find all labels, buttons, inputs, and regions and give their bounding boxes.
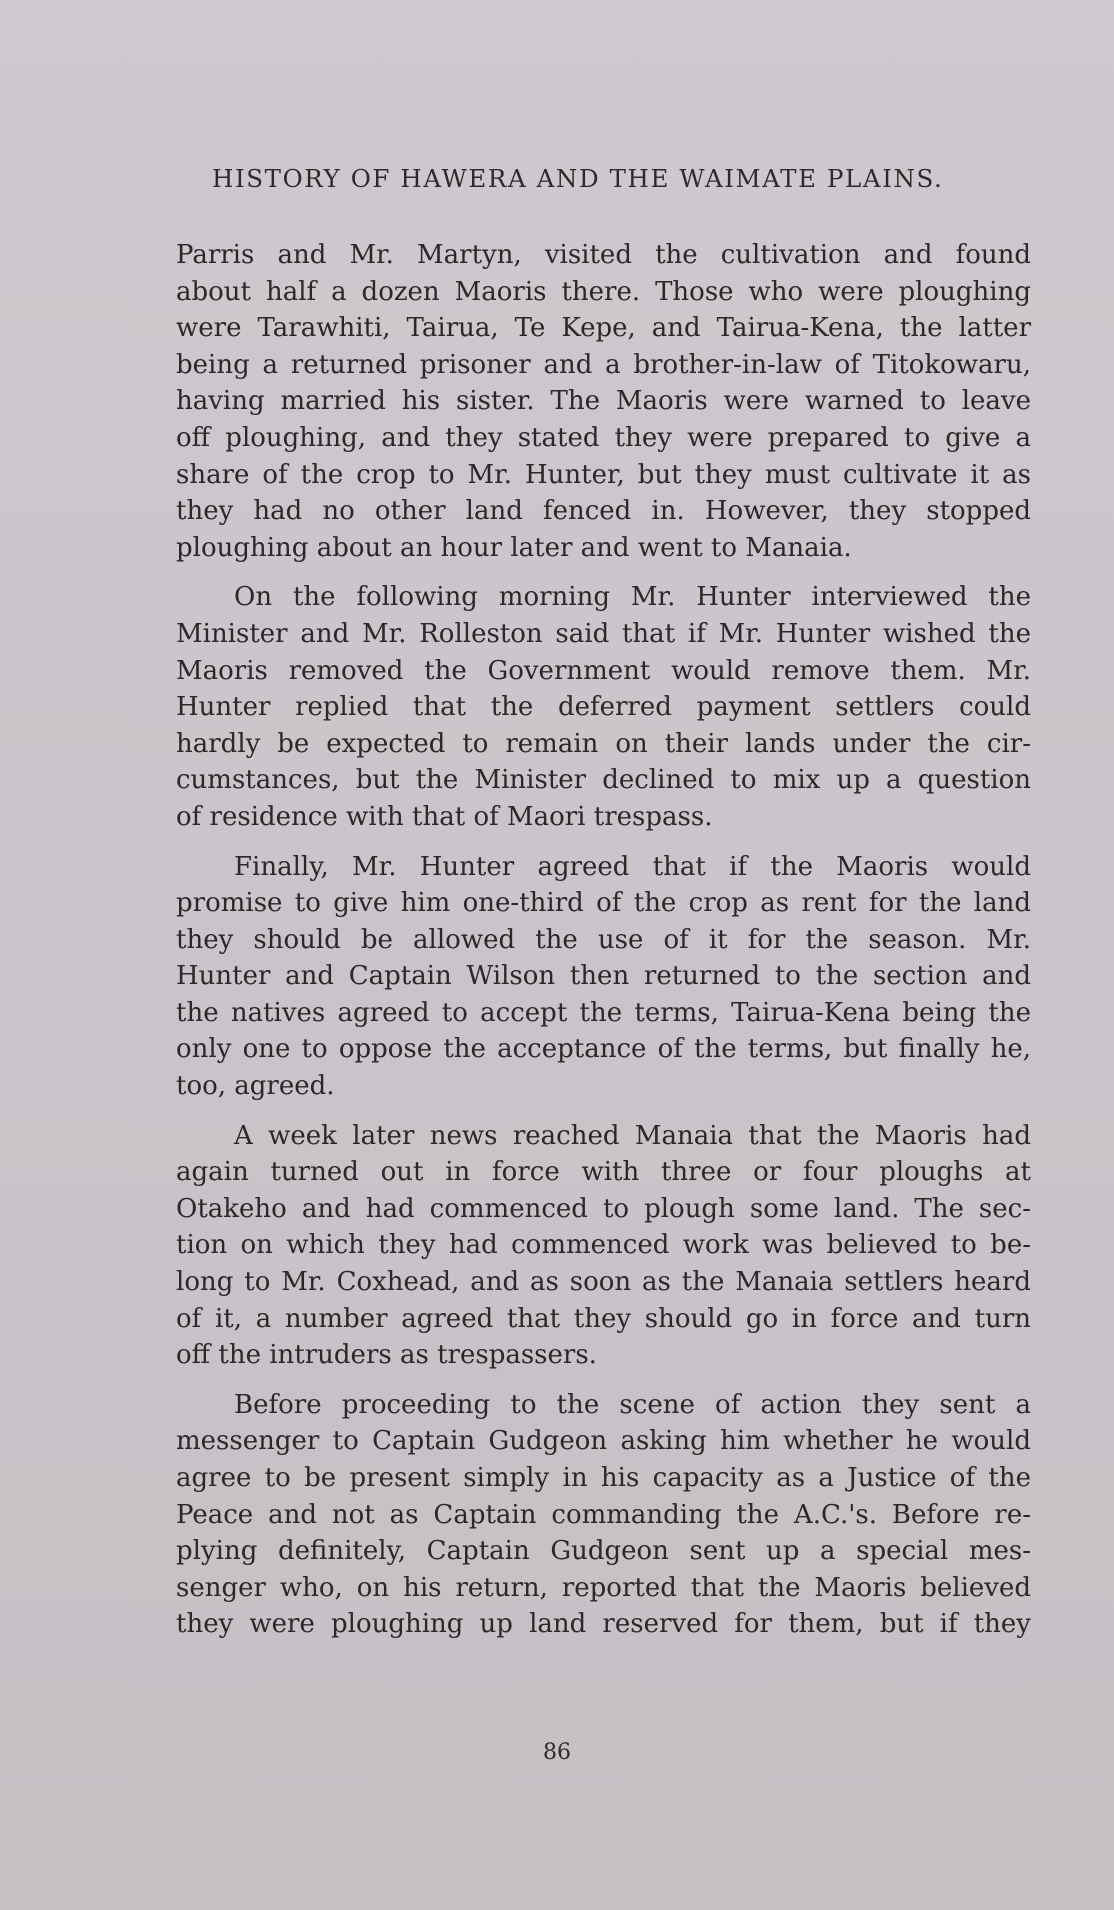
text-line: Finally, Mr. Hunter agreed that if the Maoris would: [234, 851, 1031, 882]
running-head: HISTORY OF HAWERA AND THE WAIMATE PLAINS.: [212, 164, 944, 193]
text-line: On the following morning Mr. Hunter interviewed the: [234, 582, 1031, 613]
text-line: promise to give him one-third of the crop as rent for the land: [176, 888, 1031, 919]
text-line: Before proceeding to the scene of action they sent a: [234, 1389, 1031, 1420]
text-line: Minister and Mr. Rolleston said that if Mr. Hunter wished the: [176, 618, 1031, 649]
paragraph: [176, 237, 1031, 566]
text-line: Parris and Mr. Martyn, visited the cultivation and found: [176, 240, 1031, 270]
text-line: messenger to Captain Gudgeon asking him whether he would: [176, 1426, 1031, 1457]
paragraph: [176, 1387, 1031, 1643]
paragraph: [176, 1118, 1031, 1374]
text-line: off the intruders as trespassers.: [176, 1340, 597, 1371]
body-text: [176, 237, 1031, 1656]
text-line: agree to be present simply in his capacity as a Justice of the: [176, 1463, 1031, 1493]
text-line: plying definitely, Captain Gudgeon sent up a special mes-: [176, 1536, 1031, 1567]
text-line: long to Mr. Coxhead, and as soon as the Manaia settlers heard: [176, 1267, 1031, 1298]
text-line: A week later news reached Manaia that the Maoris had: [234, 1120, 1031, 1151]
text-line: tion on which they had commenced work was believed to be-: [176, 1230, 1031, 1261]
text-line: of residence with that of Maori trespass.: [176, 801, 713, 832]
text-line: too, agreed.: [176, 1071, 335, 1102]
text-line: hardly be expected to remain on their lands under the cir-: [176, 728, 1031, 759]
text-line: about half a dozen Maoris there. Those who were ploughing: [176, 276, 1031, 307]
text-line: off ploughing, and they stated they were prepared to give a: [176, 422, 1031, 453]
text-line: cumstances, but the Minister declined to mix up a question: [176, 765, 1031, 796]
text-line: Maoris removed the Government would remove them. Mr.: [176, 655, 1031, 686]
text-line: ploughing about an hour later and went to Manaia.: [176, 532, 852, 563]
text-line: share of the crop to Mr. Hunter, but they must cultivate it as: [176, 459, 1031, 490]
text-line: only one to oppose the acceptance of the terms, but finally he,: [176, 1034, 1031, 1065]
text-line: Hunter and Captain Wilson then returned to the section and: [176, 961, 1031, 992]
text-line: again turned out in force with three or four ploughs at: [176, 1157, 1031, 1188]
text-line: were Tarawhiti, Tairua, Te Kepe, and Tairua-Kena, the latter: [176, 313, 1031, 344]
text-line: of it, a number agreed that they should go in force and turn: [176, 1303, 1031, 1334]
paragraph: [176, 579, 1031, 835]
text-line: Hunter replied that the deferred payment settlers could: [176, 692, 1031, 723]
page-number: 86: [543, 1740, 571, 1765]
paragraph: [176, 849, 1031, 1105]
text-line: Peace and not as Captain commanding the A.C.'s. Before re-: [176, 1499, 1031, 1530]
text-line: they had no other land fenced in. However, they stopped: [176, 496, 1031, 527]
text-line: Otakeho and had commenced to plough some land. The sec-: [176, 1193, 1031, 1224]
text-line: they were ploughing up land reserved for them, but if they: [176, 1609, 1031, 1640]
text-line: being a returned prisoner and a brother-in-law of Titokowaru,: [176, 349, 1031, 380]
text-line: the natives agreed to accept the terms, Tairua-Kena being the: [176, 997, 1031, 1028]
text-line: they should be allowed the use of it for the season. Mr.: [176, 924, 1031, 955]
text-line: senger who, on his return, reported that the Maoris believed: [176, 1572, 1031, 1603]
text-line: having married his sister. The Maoris were warned to leave: [176, 386, 1031, 417]
